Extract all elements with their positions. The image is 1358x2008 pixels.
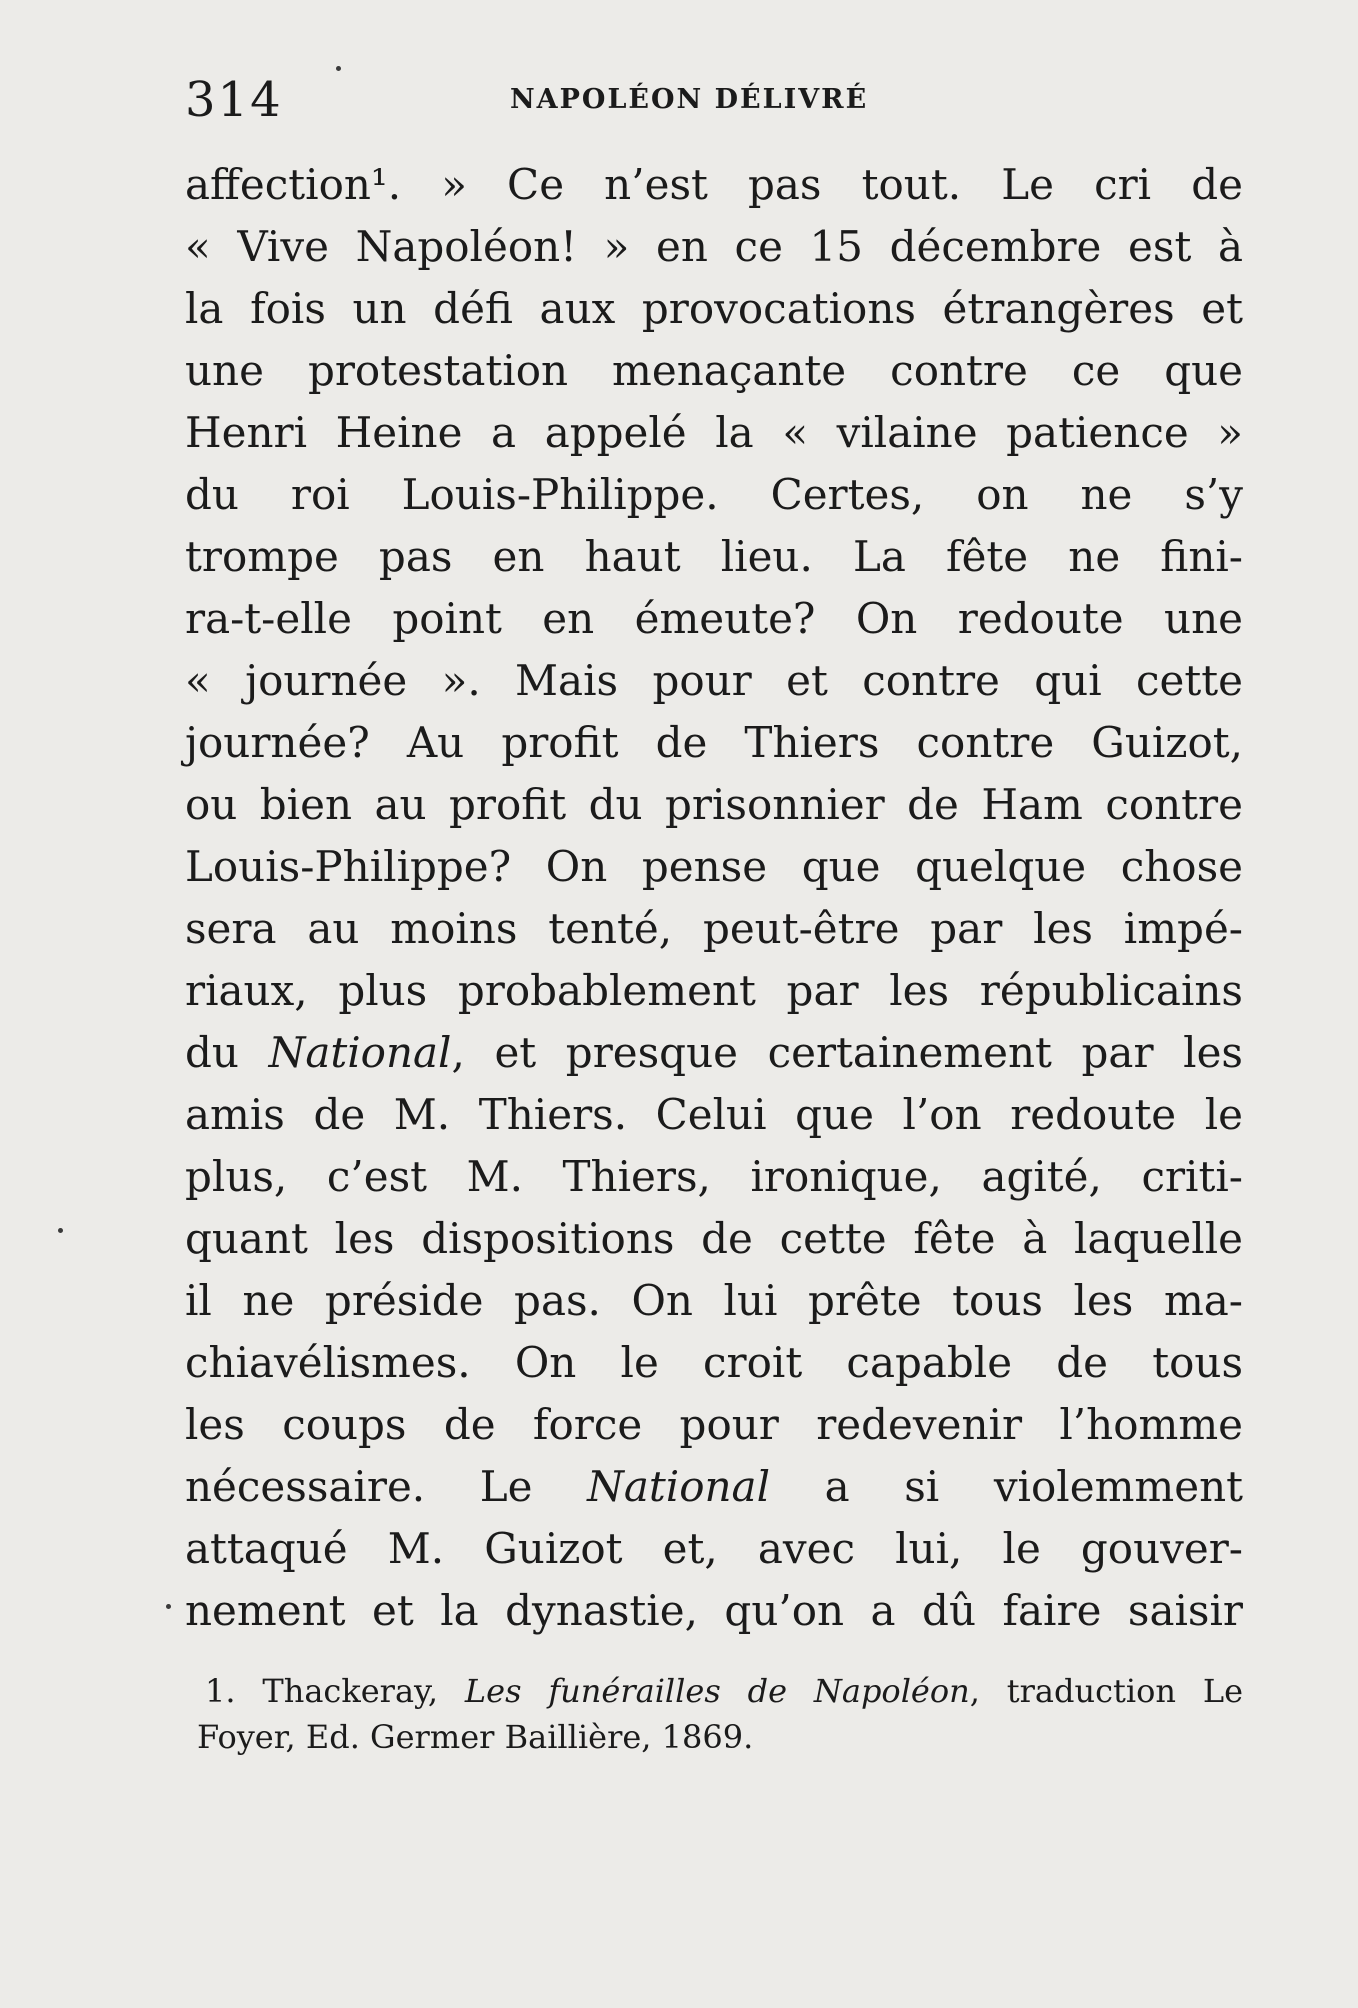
text-run: trompe pas en haut lieu. La fête ne fini-	[185, 532, 1243, 581]
text-run: riaux, plus probablement par les républicains	[185, 966, 1243, 1015]
text-line	[185, 836, 1243, 898]
text-run: ra-t-elle point en émeute? On redoute une	[185, 594, 1243, 643]
text-run: du	[185, 1028, 269, 1077]
print-speck	[336, 66, 341, 71]
page-header	[185, 70, 1245, 130]
text-line	[185, 712, 1243, 774]
text-line	[185, 1084, 1243, 1146]
text-line	[185, 340, 1243, 402]
text-line	[185, 1208, 1243, 1270]
text-line	[185, 1146, 1243, 1208]
text-line	[185, 154, 1243, 216]
text-line	[185, 464, 1243, 526]
italic-text: National	[268, 1028, 452, 1077]
text-run: nécessaire. Le	[185, 1462, 588, 1511]
text-line	[185, 526, 1243, 588]
text-line	[185, 278, 1243, 340]
text-run: les coups de force pour redevenir l’homme	[185, 1400, 1243, 1449]
text-run: du roi Louis-Philippe. Certes, on ne s’y	[185, 470, 1243, 519]
italic-text: Les funérailles de Napoléon	[464, 1672, 970, 1710]
text-run: quant les dispositions de cette fête à laquelle	[185, 1214, 1243, 1263]
text-line	[185, 1580, 1243, 1642]
text-run: nement et la dynastie, qu’on a dû faire saisir	[185, 1586, 1243, 1635]
page-number: 314	[185, 72, 283, 128]
text-run: , et presque certainement par les	[451, 1028, 1243, 1077]
text-run: sera au moins tenté, peut-être par les impé-	[185, 904, 1243, 953]
text-run: la fois un défi aux provocations étrangères et	[185, 284, 1243, 333]
text-run: « Vive Napoléon! » en ce 15 décembre est à	[185, 222, 1243, 271]
body-text	[185, 154, 1243, 1642]
text-run: affection¹. » Ce n’est pas tout. Le cri de	[185, 160, 1243, 209]
text-line	[185, 1270, 1243, 1332]
text-line	[185, 402, 1243, 464]
text-line	[185, 960, 1243, 1022]
text-line	[185, 1394, 1243, 1456]
text-run: il ne préside pas. On lui prête tous les ma-	[185, 1276, 1243, 1325]
text-line	[185, 650, 1243, 712]
footnote-line	[205, 1668, 1243, 1714]
text-run: ou bien au profit du prisonnier de Ham contre	[185, 780, 1243, 829]
text-run: , traduction Le	[969, 1672, 1244, 1710]
text-line	[185, 1332, 1243, 1394]
footnote	[197, 1668, 1244, 1760]
text-line	[185, 1518, 1243, 1580]
text-line	[185, 898, 1243, 960]
text-run: amis de M. Thiers. Celui que l’on redoute le	[185, 1090, 1243, 1139]
text-run: attaqué M. Guizot et, avec lui, le gouver-	[185, 1524, 1243, 1573]
text-run: Henri Heine a appelé la « vilaine patience »	[185, 408, 1243, 457]
text-line	[185, 588, 1243, 650]
text-run: une protestation menaçante contre ce que	[185, 346, 1243, 395]
text-run: 1. Thackeray,	[205, 1672, 465, 1710]
footnote-line: Foyer, Ed. Germer Baillière, 1869.	[197, 1718, 754, 1756]
text-run: chiavélismes. On le croit capable de tous	[185, 1338, 1243, 1387]
text-line	[185, 216, 1243, 278]
text-run: a si violemment	[770, 1462, 1244, 1511]
italic-text: National	[587, 1462, 771, 1511]
text-line	[185, 1022, 1243, 1084]
text-line	[185, 774, 1243, 836]
text-run: Louis-Philippe? On pense que quelque chose	[185, 842, 1243, 891]
print-speck	[58, 1228, 63, 1233]
print-speck	[166, 1604, 171, 1609]
text-run: plus, c’est M. Thiers, ironique, agité, criti-	[185, 1152, 1243, 1201]
text-run: « journée ». Mais pour et contre qui cette	[185, 656, 1243, 705]
running-title: NAPOLÉON DÉLIVRÉ	[510, 84, 869, 115]
text-run: journée? Au profit de Thiers contre Guizot,	[185, 718, 1243, 767]
text-line	[185, 1456, 1243, 1518]
